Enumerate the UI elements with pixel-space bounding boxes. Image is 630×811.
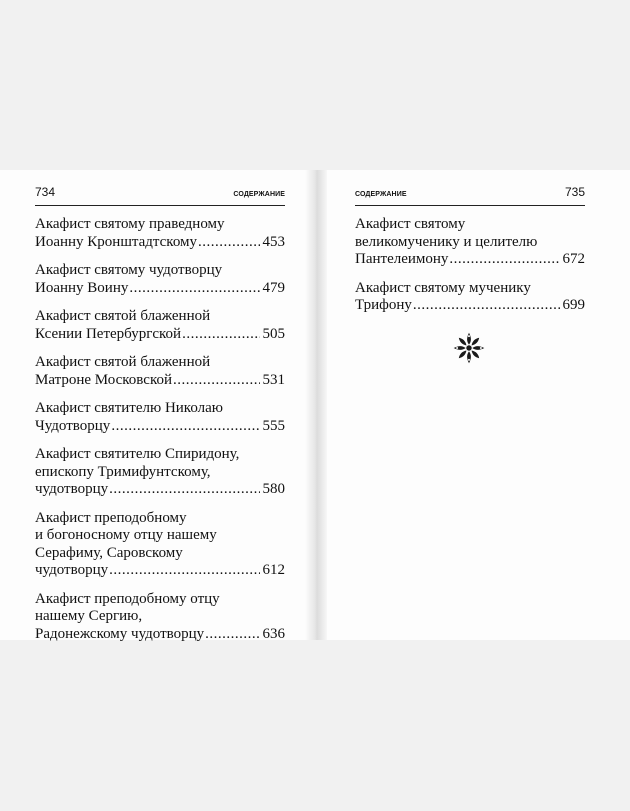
toc-entry-title-line: Акафист святой блаженной — [35, 308, 211, 324]
toc-entry-title-line: Акафист святому — [355, 216, 466, 232]
toc-entry-title-line: великомученику и целителю — [355, 233, 538, 250]
toc-page-number: 612 — [262, 562, 285, 578]
toc-entry-title-line: Чудотворцу — [35, 417, 111, 434]
toc-entry-title-line: Матроне Московской — [35, 371, 173, 388]
toc-entry — [35, 308, 285, 343]
toc-entry-title-line: нашему Сергию, — [35, 608, 143, 624]
toc-page-number: 505 — [262, 325, 285, 342]
toc-entry-title-line: Иоанну Воину — [35, 279, 129, 296]
toc-entry-title-line: и богоносному отцу нашему — [35, 527, 217, 543]
toc-entry-last-line — [35, 326, 285, 344]
toc-page-number: 636 — [262, 625, 285, 642]
toc-entry-title-line: Пантелеимону — [355, 251, 449, 267]
toc-entry-last-line — [35, 280, 285, 298]
toc-entry-title-line: чудотворцу — [35, 481, 109, 497]
toc-entry-title-line: чудотворцу — [35, 562, 109, 578]
toc-entry-title-line: епископу Тримифунтскому, — [35, 463, 211, 480]
toc-entry — [355, 216, 585, 269]
dot-leader — [413, 297, 560, 315]
toc-entry-title-line: Иоанну Кронштадтскому — [35, 233, 198, 250]
toc-entry — [35, 400, 285, 435]
toc-entry-title-line: Трифону — [355, 297, 412, 313]
left-page-header — [35, 185, 285, 206]
dot-leader — [449, 251, 559, 269]
toc-page-number: 479 — [262, 279, 285, 296]
dot-leader — [111, 418, 259, 436]
toc-page-number: 531 — [262, 371, 285, 388]
toc-page-number: 453 — [262, 233, 285, 250]
toc-entry-last-line — [355, 251, 585, 269]
book-gutter — [305, 170, 327, 640]
toc-page-number: 580 — [262, 481, 285, 497]
toc-list — [35, 216, 285, 643]
toc-entry — [35, 354, 285, 389]
toc-entry-title-line: Акафист святому мученику — [355, 279, 531, 296]
dot-leader — [109, 562, 259, 580]
toc-entry — [35, 262, 285, 297]
floral-ornament-icon — [452, 331, 486, 365]
page-number: 735 — [564, 185, 585, 199]
toc-entry-last-line — [35, 481, 285, 499]
running-head: СОДЕРЖАНИЕ — [355, 191, 407, 198]
toc-entry-last-line — [35, 418, 285, 436]
toc-entry — [35, 216, 285, 251]
toc-page-number: 555 — [262, 417, 285, 434]
toc-entry-title-line: Акафист святителю Николаю — [35, 400, 223, 416]
toc-page-number: 672 — [562, 251, 585, 267]
toc-entry-last-line — [35, 562, 285, 580]
toc-entry-title-line: Акафист преподобному отцу — [35, 590, 220, 607]
page-number: 734 — [35, 185, 56, 199]
toc-entry-last-line — [35, 626, 285, 644]
toc-entry — [35, 591, 285, 644]
left-page — [35, 185, 285, 654]
toc-entry-title-line: Акафист святому праведному — [35, 216, 225, 232]
toc-entry-last-line — [355, 297, 585, 315]
dot-leader — [109, 481, 259, 499]
right-page-header — [355, 185, 585, 206]
dot-leader — [182, 326, 259, 344]
toc-page-number: 699 — [562, 297, 585, 313]
toc-list — [355, 216, 585, 315]
toc-entry — [35, 446, 285, 499]
dot-leader — [129, 280, 259, 298]
dot-leader — [205, 626, 259, 644]
right-page — [355, 185, 585, 326]
toc-entry — [355, 280, 585, 315]
toc-entry-title-line: Акафист святой блаженной — [35, 354, 211, 370]
toc-entry — [35, 510, 285, 580]
toc-entry-last-line — [35, 234, 285, 252]
toc-entry-title-line: Серафиму, Саровскому — [35, 544, 183, 561]
running-head: СОДЕРЖАНИЕ — [233, 191, 285, 198]
toc-entry-title-line: Радонежскому чудотворцу — [35, 625, 205, 642]
toc-entry-title-line: Акафист святителю Спиридону, — [35, 446, 240, 462]
toc-entry-title-line: Акафист святому чудотворцу — [35, 262, 223, 278]
toc-entry-last-line — [35, 372, 285, 390]
toc-entry-title-line: Ксении Петербургской — [35, 325, 182, 342]
toc-entry-title-line: Акафист преподобному — [35, 509, 187, 526]
dot-leader — [198, 234, 259, 252]
dot-leader — [173, 372, 259, 390]
